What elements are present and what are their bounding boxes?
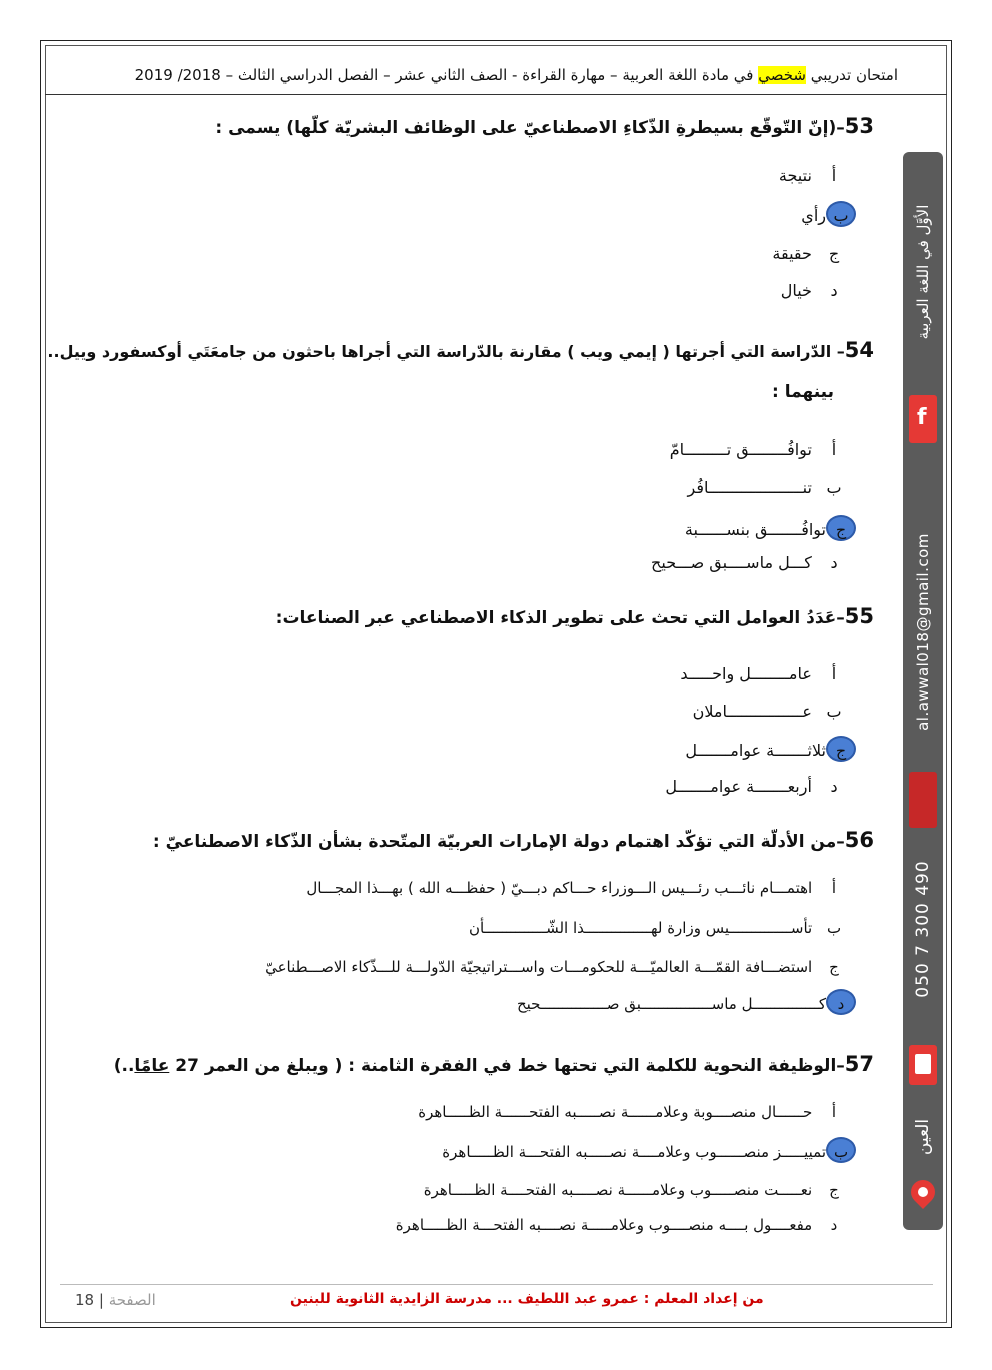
selected-answer-marker: ب: [826, 201, 856, 227]
selected-answer-marker: ب: [826, 1137, 856, 1163]
footer-divider: [60, 1284, 933, 1285]
header-divider: [45, 94, 947, 95]
selected-answer-marker: ج: [826, 736, 856, 762]
sidebar-email: al.awwal018@gmail.com: [914, 533, 932, 731]
underlined-word: عامًا: [134, 1056, 170, 1076]
question-56-option-c[interactable]: ج استضـــافة القمّـــة العالميّـــة للحكومـــات واســـتراتيجيّة الدّولـــة للـــذّكاء الاصـــطناعيّ: [265, 958, 839, 976]
question-57-option-a[interactable]: أ حــــــال منصــــوبة وعلامــــــة نصـــــبه الفتحــــــة الظـــــاهرة: [418, 1103, 837, 1121]
question-55-option-c[interactable]: جثلاثـــــــة عوامـــــــل: [685, 736, 856, 764]
question-57: 57–الوظيفة النحوية للكلمة التي تحتها خط في الفقرة الثامنة : ( ويبلغ من العمر 27 عامًا..): [113, 1052, 874, 1076]
facebook-icon: f: [909, 395, 937, 443]
question-53: 53–(إنّ التّوقّع بسيطرةِ الذّكاءِ الاصطناعيّ على الوظائف البشريّة كلّها) يسمى :: [215, 114, 874, 138]
question-56-option-b[interactable]: ب تأســــــــــــــيس وزارة لهـــــــــــــــذا الشّــــــــــــــأن: [468, 919, 842, 937]
selected-answer-marker: ج: [826, 515, 856, 541]
question-53-option-b[interactable]: برأي: [801, 201, 856, 229]
page-label: الصفحة: [108, 1291, 156, 1309]
sidebar-phone: 050 7 300 490: [913, 860, 933, 998]
question-56: 56–من الأدلّة التي تؤكّد اهتمام دولة الإمارات العربيّة المتّحدة بشأن الذّكاء الاصطناعيّ :: [152, 828, 874, 852]
header-highlight: شخصي: [758, 66, 806, 84]
question-55-option-d[interactable]: د أربعـــــــة عوامـــــــل: [665, 777, 838, 796]
question-54-option-a[interactable]: أ توافُــــــــق تـــــــــامّ: [669, 440, 837, 459]
selected-answer-marker: د: [826, 989, 856, 1015]
header-text-end: في مادة اللغة العربية – مهارة القراءة - الصف الثاني عشر – الفصل الدراسي الثالث – 2018/ 2019: [134, 66, 759, 84]
page-number-value: 18: [75, 1291, 95, 1309]
question-55: 55–عَدَدُ العوامل التي تحث على تطوير الذكاء الاصطناعي عبر الصناعات:: [275, 604, 874, 628]
question-55-option-b[interactable]: ب عــــــــــــــــاملان: [692, 702, 842, 721]
question-57-option-d[interactable]: د مفعــــول بــــه منصــــوب وعلامـــــة نصــــبه الفتحـــة الظـــــاهرة: [395, 1216, 838, 1234]
question-54-option-d[interactable]: د كـــل ماســــبق صـــحيح: [651, 553, 838, 572]
sidebar-city: العين: [913, 1118, 933, 1156]
question-56-option-a[interactable]: أ اهتمـــام نائـــب رئـــيس الـــوزراء حـــاكم دبـــيّ ( حفظـــه الله ) بهـــذا المجـــال: [306, 879, 837, 897]
question-54-option-c[interactable]: جتوافُـــــــق بنســــــبة: [685, 515, 856, 543]
question-54-continuation: بينهما :: [772, 382, 834, 402]
question-57-option-b[interactable]: بتمييـــــز منصــــــوب وعلامــــة نصـــــبه الفتحـــة الظـــــاهرة: [442, 1137, 856, 1165]
question-55-option-a[interactable]: أ عامــــــــل واحـــــد: [680, 664, 837, 683]
question-56-option-d[interactable]: دكـــــــــــــــل ماســــــــــــــــبق صـــــــــــــــحيح: [517, 989, 856, 1017]
phone-icon: [909, 1045, 937, 1085]
question-53-option-d[interactable]: د خيال: [780, 281, 838, 300]
question-57-option-c[interactable]: ج نعـــــت منصـــــوب وعلامــــــة نصـــــبه الفتحــــة الظـــــاهرة: [423, 1181, 839, 1199]
question-53-option-a[interactable]: أ نتيجة: [778, 166, 837, 185]
question-53-option-c[interactable]: ج حقيقة: [772, 244, 840, 263]
question-54-option-b[interactable]: ب تنــــــــــــــــــــافُر: [687, 478, 842, 497]
footer-credit: من إعداد المعلم : عمرو عبد اللطيف ... مدرسة الزايدية الثانوية للبنين: [290, 1291, 764, 1307]
header-text-start: امتحان تدريبي: [805, 66, 898, 84]
page-number: الصفحة | 18: [75, 1291, 156, 1309]
mail-icon: [909, 772, 937, 828]
exam-header: [60, 58, 898, 92]
question-54: 54– الدّراسة التي أجرتها ( إيمي ويب ) مقارنة بالدّراسة التي أجراها باحثون من جامعَتَي أوكسفورد وييل..: [47, 338, 874, 362]
sidebar-title: الأوَّل في اللغة العربية: [914, 204, 932, 340]
